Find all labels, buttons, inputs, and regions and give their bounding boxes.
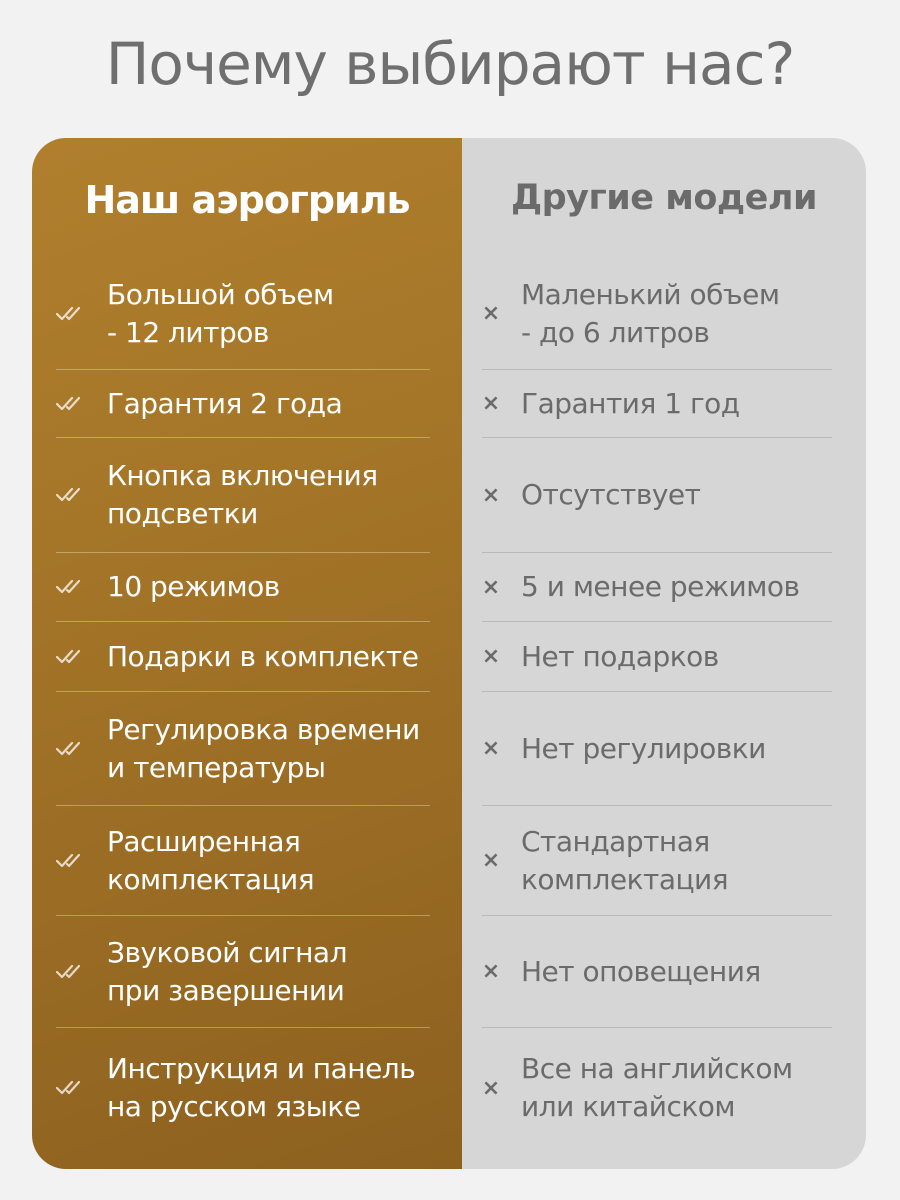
other-feature-row [482,553,832,622]
other-feature-row [482,258,832,370]
our-feature-row [56,1028,430,1148]
double-check-icon [56,1080,86,1096]
our-feature-row [56,916,430,1028]
double-check-icon [56,487,86,503]
other-models-header: Другие модели [510,178,818,218]
cross-icon: × [481,848,501,873]
other-feature-row [482,622,832,692]
feature-text: Расширенная комплектация [107,824,315,896]
feature-text: Нет подарков [521,639,719,673]
feature-text: Отсутствует [521,478,701,511]
other-feature-row [482,1028,832,1148]
cross-icon: × [481,644,501,669]
double-check-icon [56,853,86,869]
double-check-icon [56,396,86,412]
cross-icon: × [481,959,501,984]
cross-icon: × [481,301,501,326]
cross-icon: × [481,482,501,508]
our-product-column [32,138,462,1169]
our-feature-row [56,553,430,622]
feature-text: Большой объем - 12 литров [107,277,334,349]
double-check-icon [56,964,86,980]
feature-text: Нет регулировки [521,731,766,765]
cross-icon: × [481,574,501,600]
our-product-rows [32,138,462,1169]
feature-text: 10 режимов [107,570,280,603]
feature-text: Нет оповещения [521,954,761,988]
our-feature-row [56,438,430,553]
other-feature-row [482,692,832,806]
our-feature-row [56,692,430,806]
page-title: Почему выбирают нас? [105,30,795,98]
double-check-icon [56,741,86,757]
feature-text: Все на английском или китайском [521,1052,793,1123]
other-models-column [462,138,866,1169]
feature-text: Маленький объем - до 6 литров [521,277,780,349]
feature-text: Звуковой сигнал при завершении [107,935,347,1007]
other-models-rows [462,138,866,1169]
cross-icon: × [481,1075,501,1101]
feature-text: Гарантия 1 год [521,386,740,420]
feature-text: Подарки в комплекте [107,639,419,673]
double-check-icon [56,306,86,322]
other-feature-row [482,806,832,916]
other-feature-row [482,916,832,1028]
feature-text: Гарантия 2 года [107,386,343,420]
feature-text: 5 и менее режимов [521,570,800,603]
other-feature-row [482,438,832,553]
double-check-icon [56,579,86,595]
feature-text: Регулировка времени и температуры [107,712,420,784]
cross-icon: × [481,736,501,761]
feature-text: Стандартная комплектация [521,824,729,896]
our-product-header: Наш аэрогриль [84,178,410,222]
our-feature-row [56,622,430,692]
our-feature-row [56,806,430,916]
double-check-icon [56,649,86,665]
feature-text: Инструкция и панель на русском языке [107,1052,416,1123]
other-feature-row [482,370,832,438]
our-feature-row [56,370,430,438]
cross-icon: × [481,391,501,416]
feature-text: Кнопка включения подсветки [107,459,378,530]
our-feature-row [56,258,430,370]
comparison-table [32,138,866,1169]
